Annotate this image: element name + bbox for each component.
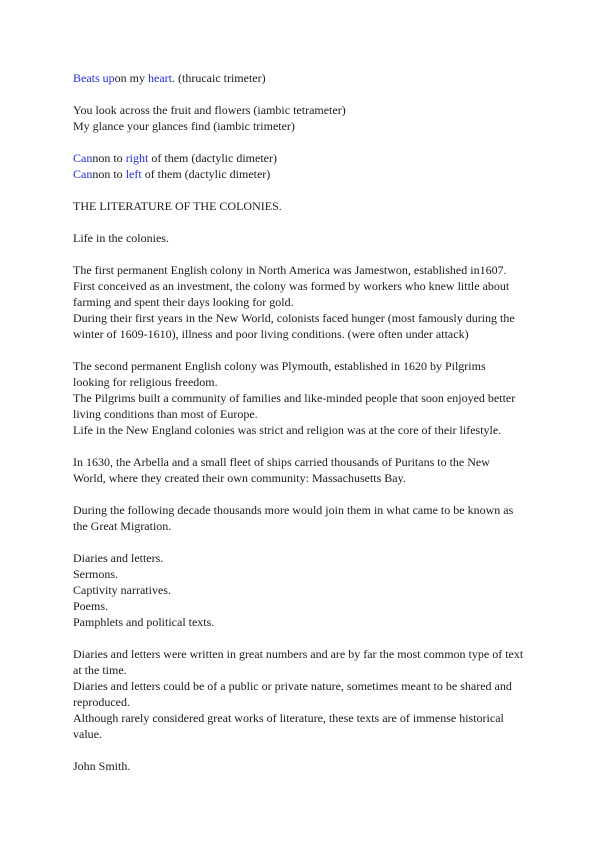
diaries-line: value.: [73, 727, 102, 741]
dactylic-example: [73, 150, 533, 166]
migration-line: During the following decade thousands more would join them in what came to be known as: [73, 503, 514, 517]
stressed-syllable: Can: [73, 167, 93, 181]
stressed-syllable: Beats: [73, 71, 100, 85]
stressed-syllable: heart: [148, 71, 172, 85]
stressed-syllable: right: [125, 151, 149, 165]
text-type-item: Poems.: [73, 599, 109, 613]
trochaic-example: [73, 70, 533, 86]
diaries-line: at the time.: [73, 663, 127, 677]
text-type-item: Sermons.: [73, 567, 118, 581]
dactylic-example: [73, 166, 533, 182]
paragraph-gap: [73, 86, 533, 102]
unstressed-text: on: [114, 71, 127, 85]
plymouth-line: The Pilgrims built a community of families and like-minded people that soon enjoyed better: [73, 391, 516, 405]
stressed-syllable: up: [102, 71, 115, 85]
iambic-example: My glance your glances find (iambic trimeter): [73, 119, 295, 133]
diaries-line: Although rarely considered great works of literature, these texts are of immense historical: [73, 711, 504, 725]
paragraph-gap: [73, 630, 533, 646]
diaries-line: Diaries and letters could be of a public or private nature, sometimes meant to be shared and: [73, 679, 512, 693]
paragraph-gap: [73, 534, 533, 550]
author-heading: John Smith.: [73, 759, 131, 773]
paragraph-gap: [73, 134, 533, 150]
text-type-item: Captivity narratives.: [73, 583, 171, 597]
paragraph-gap: [73, 486, 533, 502]
plymouth-line: Life in the New England colonies was strict and religion was at the core of their lifestyle.: [73, 423, 502, 437]
text-type-item: Pamphlets and political texts.: [73, 615, 215, 629]
paragraph-gap: [73, 182, 533, 198]
jamestown-line: The first permanent English colony in North America was Jamestwon, established in1607.: [73, 263, 507, 277]
document-page: [73, 70, 533, 774]
unstressed-text: non to: [92, 167, 126, 181]
jamestown-line: During their first years in the New World, colonists faced hunger (most famously during the: [73, 311, 515, 325]
text-type-item: Diaries and letters.: [73, 551, 164, 565]
jamestown-line: farming and spent their days looking for gold.: [73, 295, 294, 309]
unstressed-text: of them (dactylic dimeter): [141, 167, 271, 181]
unstressed-text: . (thrucaic trimeter): [172, 71, 266, 85]
paragraph-gap: [73, 246, 533, 262]
diaries-line: reproduced.: [73, 695, 130, 709]
paragraph-gap: [73, 438, 533, 454]
stressed-syllable: left: [125, 167, 142, 181]
plymouth-line: looking for religious freedom.: [73, 375, 218, 389]
diaries-line: Diaries and letters were written in great numbers and are by far the most common type of text: [73, 647, 524, 661]
paragraph-gap: [73, 342, 533, 358]
massachusetts-line: World, where they created their own community: Massachusetts Bay.: [73, 471, 406, 485]
iambic-example: You look across the fruit and flowers (iambic tetrameter): [73, 103, 346, 117]
subheading: Life in the colonies.: [73, 231, 169, 245]
jamestown-line: winter of 1609-1610), illness and poor living conditions. (were often under attack): [73, 327, 469, 341]
unstressed-text: my: [126, 71, 149, 85]
paragraph-gap: [73, 742, 533, 758]
stressed-syllable: Can: [73, 151, 93, 165]
unstressed-text: of them (dactylic dimeter): [148, 151, 277, 165]
section-heading: THE LITERATURE OF THE COLONIES.: [73, 199, 282, 213]
plymouth-line: The second permanent English colony was Plymouth, established in 1620 by Pilgrims: [73, 359, 486, 373]
jamestown-line: First conceived as an investment, the colony was formed by workers who knew little about: [73, 279, 510, 293]
massachusetts-line: In 1630, the Arbella and a small fleet of ships carried thousands of Puritans to the New: [73, 455, 490, 469]
migration-line: the Great Migration.: [73, 519, 172, 533]
plymouth-line: living conditions than most of Europe.: [73, 407, 258, 421]
paragraph-gap: [73, 214, 533, 230]
unstressed-text: non to: [92, 151, 126, 165]
